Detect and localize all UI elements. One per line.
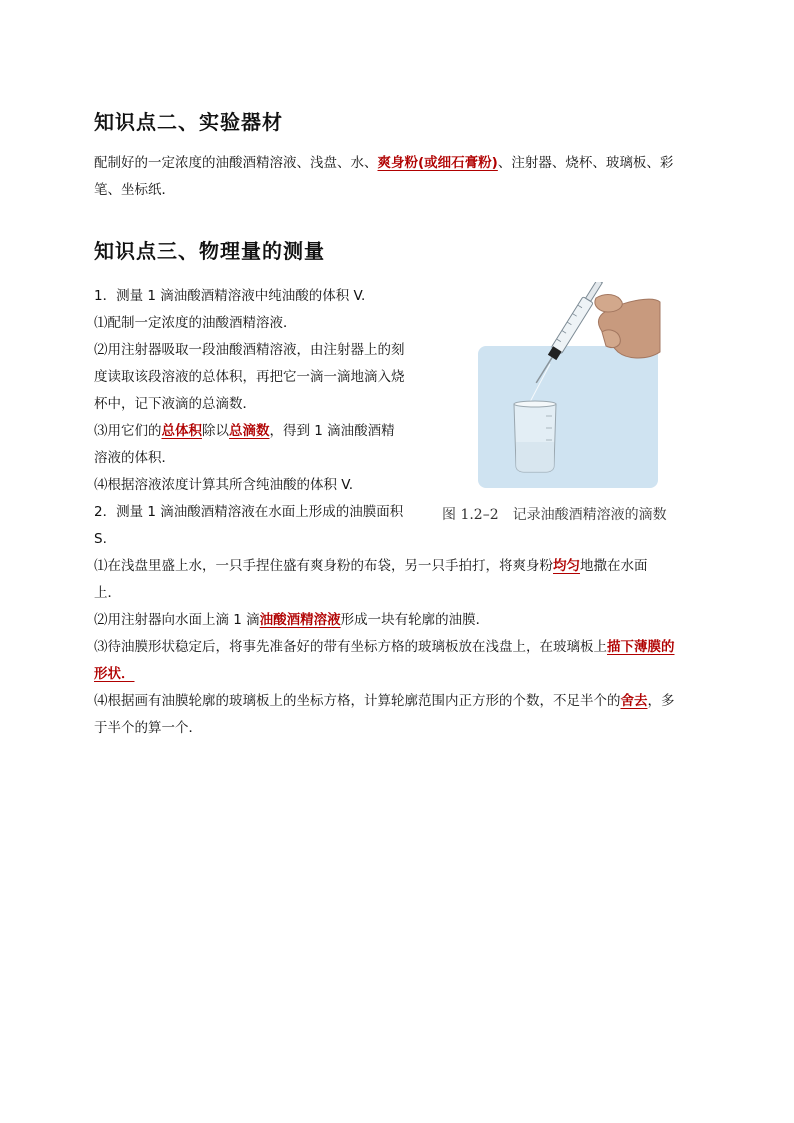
highlight-term: 形状． bbox=[94, 666, 135, 682]
figure-number: 图 1.2–2 bbox=[442, 507, 499, 523]
text-run: 除以 bbox=[202, 423, 229, 439]
text-run: ⑶用它们的 bbox=[94, 423, 162, 439]
finger-shape bbox=[595, 295, 622, 312]
step-4: ⑷根据溶液浓度计算其所含纯油酸的体积 V. bbox=[94, 477, 354, 493]
step-2-line-2: 度读取该段溶液的总体积，再把它一滴一滴地滴入烧 bbox=[94, 369, 405, 385]
figure-syringe-beaker bbox=[442, 282, 706, 532]
step-3-line-2: 溶液的体积． bbox=[94, 450, 175, 466]
text-run: 上． bbox=[94, 585, 121, 601]
item-2-heading-cont: S. bbox=[94, 531, 107, 547]
syringe-barrel bbox=[551, 297, 593, 354]
text-run: ⑶待油膜形状稳定后，将事先准备好的带有坐标方格的玻璃板放在浅盘上，在玻璃板上 bbox=[94, 639, 607, 655]
text-run: ⑴在浅盘里盛上水，一只手捏住盛有爽身粉的布袋，另一只手拍打，将爽身粉 bbox=[94, 558, 553, 574]
syringe-needle bbox=[536, 357, 552, 382]
item-1-heading: 1．测量 1 滴油酸酒精溶液中纯油酸的体积 V. bbox=[94, 288, 366, 304]
item-2-block bbox=[94, 553, 704, 742]
syringe-beaker-illustration bbox=[478, 282, 706, 492]
syringe bbox=[531, 282, 605, 386]
text-run: ，得到 1 滴油酸酒精 bbox=[269, 423, 395, 439]
highlight-term: 舍去 bbox=[620, 693, 648, 709]
figure-caption-text: 记录油酸酒精溶液的滴数 bbox=[512, 507, 667, 523]
text-run: ⑷根据画有油膜轮廓的玻璃板上的坐标方格，计算轮廓范围内正方形的个数，不足半个的 bbox=[94, 693, 621, 709]
text-run: 配制好的一定浓度的油酸酒精溶液、浅盘、水、 bbox=[94, 155, 378, 171]
text-run: 、注射器、烧杯、玻璃板、彩 bbox=[497, 155, 674, 171]
text-run: 于半个的算一个． bbox=[94, 720, 202, 736]
step-2-line-1: ⑵用注射器吸取一段油酸酒精溶液，由注射器上的刻 bbox=[94, 342, 405, 358]
text-run: ，多 bbox=[647, 693, 675, 709]
highlight-term: 总滴数 bbox=[229, 423, 270, 439]
text-run: ⑵用注射器向水面上滴 1 滴 bbox=[94, 612, 260, 628]
droplet-stream bbox=[530, 364, 550, 402]
text-run: 地撒在水面 bbox=[580, 558, 648, 574]
text-run: 形成一块有轮廓的油膜． bbox=[340, 612, 490, 628]
item-1-block bbox=[94, 283, 434, 553]
step-1: ⑴配制一定浓度的油酸酒精溶液． bbox=[94, 315, 297, 331]
item-2-heading: 2．测量 1 滴油酸酒精溶液在水面上形成的油膜面积 bbox=[94, 504, 404, 520]
step-2-line-3: 杯中，记下液滴的总滴数． bbox=[94, 396, 256, 412]
section-3-title: 知识点三、物理量的测量 bbox=[94, 239, 325, 263]
highlight-term: 总体积 bbox=[161, 423, 202, 439]
section-2-title: 知识点二、实验器材 bbox=[94, 110, 283, 134]
figure-caption bbox=[442, 504, 712, 524]
section-2-paragraph bbox=[94, 150, 704, 204]
highlight-term: 油酸酒精溶液 bbox=[259, 612, 341, 628]
highlight-term: 爽身粉(或细石膏粉) bbox=[377, 155, 498, 171]
text-run: 笔、坐标纸． bbox=[94, 182, 175, 198]
highlight-term: 均匀 bbox=[553, 558, 580, 574]
highlight-term: 描下薄膜的 bbox=[607, 639, 675, 655]
